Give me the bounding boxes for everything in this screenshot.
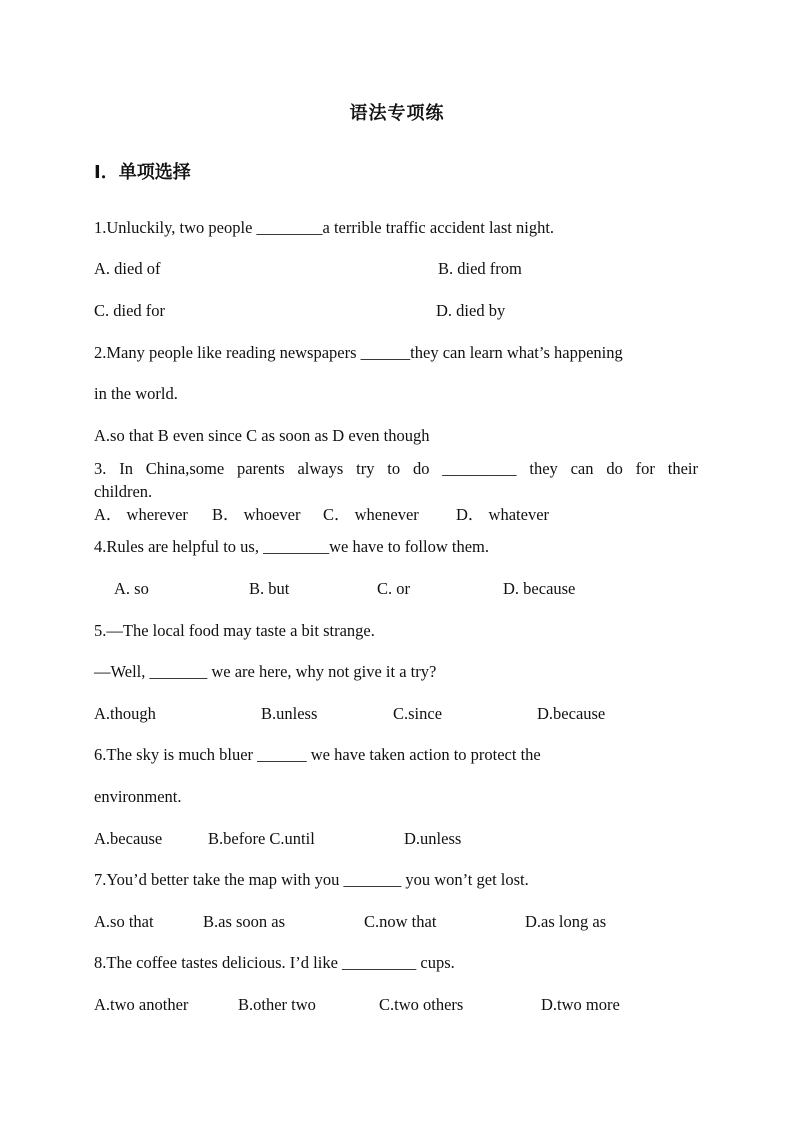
question-3-option-b: B． whoever — [212, 505, 301, 524]
question-3-stem-line-1: 3. In China,some parents always try to do _________ they can do for their — [94, 459, 698, 478]
question-6-option-d: D.unless — [404, 829, 462, 848]
question-5-stem-line-1: 5.—The local food may taste a bit strange. — [94, 621, 375, 640]
question-8-option-c: C.two others — [379, 995, 464, 1014]
question-4-option-a: A. so — [114, 579, 149, 598]
question-6-option-bc: B.before C.until — [208, 829, 315, 848]
question-2-options: A.so that B even since C as soon as D even though — [94, 426, 430, 445]
question-5-option-b: B.unless — [261, 704, 318, 723]
question-2-stem-line-1: 2.Many people like reading newspapers ______they can learn what’s happening — [94, 343, 623, 362]
question-4-option-d: D. because — [503, 579, 576, 598]
question-8-stem: 8.The coffee tastes delicious. I’d like _________ cups. — [94, 953, 455, 972]
question-3-option-c: C． whenever — [323, 505, 419, 524]
question-8-option-a: A.two another — [94, 995, 189, 1014]
question-6-stem-line-2: environment. — [94, 787, 182, 806]
question-3-stem-line-2: children. — [94, 482, 153, 501]
question-1-option-d: D. died by — [436, 301, 506, 320]
question-7-option-c: C.now that — [364, 912, 437, 931]
question-5-option-d: D.because — [537, 704, 606, 723]
question-6-stem-line-1: 6.The sky is much bluer ______ we have taken action to protect the — [94, 745, 541, 764]
question-7-option-a: A.so that — [94, 912, 154, 931]
question-1-stem: 1.Unluckily, two people ________a terrible traffic accident last night. — [94, 218, 555, 237]
question-7-stem: 7.You’d better take the map with you _______ you won’t get lost. — [94, 870, 529, 889]
question-1-option-c: C. died for — [94, 301, 166, 320]
question-8-option-d: D.two more — [541, 995, 620, 1014]
question-8-option-b: B.other two — [238, 995, 316, 1014]
question-5-option-a: A.though — [94, 704, 156, 723]
question-4-option-c: C. or — [377, 579, 410, 598]
question-1-option-a: A. died of — [94, 259, 161, 278]
question-4-stem: 4.Rules are helpful to us, ________we have to follow them. — [94, 537, 490, 556]
question-5-option-c: C.since — [393, 704, 443, 723]
question-6-option-a: A.because — [94, 829, 163, 848]
question-3-option-d: D． whatever — [456, 505, 550, 524]
question-7-option-d: D.as long as — [525, 912, 607, 931]
page-title: 语法专项练 — [349, 103, 445, 124]
section-heading: Ⅰ．单项选择 — [94, 162, 191, 183]
question-5-stem-line-2: —Well, _______ we are here, why not give it a try? — [94, 662, 437, 681]
question-7-option-b: B.as soon as — [203, 912, 286, 931]
question-1-option-b: B. died from — [438, 259, 522, 278]
question-4-option-b: B. but — [249, 579, 290, 598]
question-2-stem-line-2: in the world. — [94, 384, 178, 403]
question-3-option-a: A． wherever — [94, 505, 188, 524]
